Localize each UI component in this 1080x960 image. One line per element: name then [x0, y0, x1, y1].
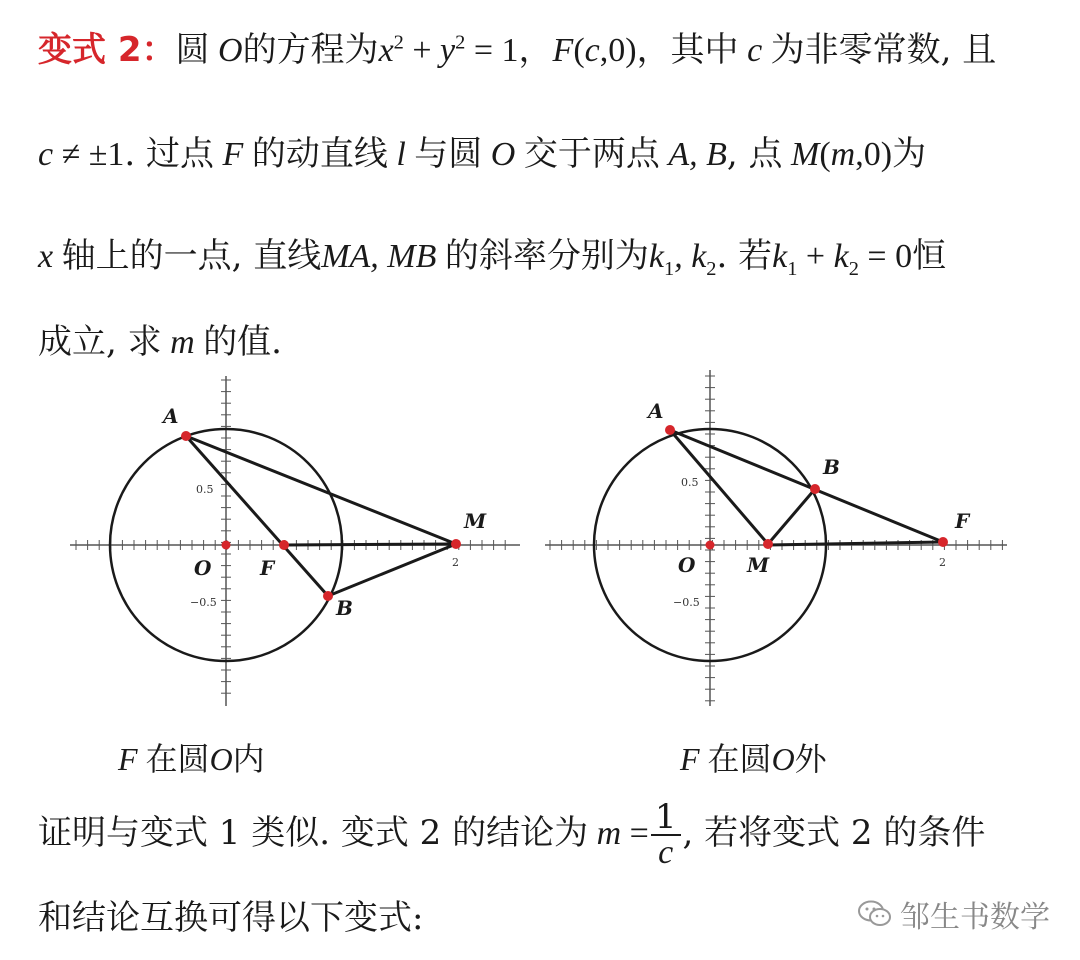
math: O — [209, 32, 243, 69]
tick-label-half: 0.5 — [196, 483, 214, 496]
problem-line-4 — [38, 314, 282, 363]
problem-line-2 — [38, 126, 926, 175]
conclusion-line-2 — [38, 890, 423, 939]
math: F(c,0) — [552, 32, 637, 69]
text: 与圆 — [414, 134, 483, 174]
point-m — [451, 539, 461, 549]
math: m — [161, 324, 204, 361]
text: 为 — [892, 134, 927, 174]
math: F — [680, 741, 708, 777]
wechat-icon — [858, 900, 892, 928]
math: A, B — [659, 136, 727, 173]
point-a — [181, 431, 191, 441]
math: MA, MB — [321, 238, 445, 275]
segment-af — [670, 430, 943, 542]
math: O — [482, 136, 524, 173]
fraction-1-over-c — [651, 797, 681, 871]
text: ， — [518, 30, 553, 70]
label-m: M — [747, 553, 770, 577]
watermark — [858, 892, 1050, 936]
point-f — [938, 537, 948, 547]
point-f — [279, 540, 289, 550]
text: 的动直线 — [251, 134, 388, 174]
text: 交于两点 — [523, 134, 660, 174]
text: 在圆 — [707, 740, 772, 778]
tick-label-two: 2 — [939, 556, 946, 569]
watermark-text: 邹生书数学 — [900, 900, 1050, 935]
problem-line-3 — [38, 228, 946, 281]
problem-line-1 — [38, 22, 996, 71]
problem-tag: 变式 2： — [38, 30, 176, 70]
label-b: B — [336, 596, 353, 620]
math: M(m,0) — [782, 136, 893, 173]
segment-bm — [328, 544, 456, 596]
text: 的斜率分别为 — [444, 236, 649, 276]
fraction-numerator: 1 — [651, 800, 681, 836]
math: l — [387, 136, 415, 173]
text: . 若 — [716, 236, 773, 276]
text: 内 — [232, 740, 265, 778]
text: 证明与变式 1 类似. 变式 2 的结论为 — [38, 813, 589, 853]
text: 为非零常数, 且 — [770, 30, 997, 70]
text: 外 — [794, 740, 827, 778]
math: $k_1$, $k_2$ — [648, 238, 717, 280]
point-m — [763, 539, 773, 549]
point-o — [706, 541, 715, 550]
tick-label-half: 0.5 — [681, 476, 699, 489]
text: 的值. — [203, 322, 282, 362]
math: F — [118, 741, 146, 777]
label-f: F — [955, 509, 970, 533]
text: , 若将变式 2 的条件 — [682, 813, 986, 853]
point-o — [222, 541, 231, 550]
caption-right — [680, 734, 827, 780]
label-o: O — [194, 556, 212, 580]
text: 圆 — [175, 30, 210, 70]
label-f: F — [260, 556, 275, 580]
math: F — [214, 136, 252, 173]
tick-label-neg-half: −0.5 — [190, 596, 217, 609]
math: c ≠ ±1 — [38, 136, 125, 173]
text: 轴上的一点, 直线 — [61, 236, 322, 276]
math: c — [738, 32, 771, 69]
point-a — [665, 425, 675, 435]
text: . 过点 — [124, 134, 215, 174]
point-b — [323, 591, 333, 601]
figure-left — [60, 368, 530, 713]
label-a: A — [163, 404, 179, 428]
text: ，其中 — [636, 30, 739, 70]
math-equation: $x^2 + y^2 = 1$ — [378, 31, 519, 69]
text: 和结论互换可得以下变式: — [38, 898, 424, 938]
text: , 点 — [726, 134, 783, 174]
segment-mb — [768, 489, 815, 544]
label-m: M — [464, 509, 487, 533]
tick-label-two: 2 — [452, 556, 459, 569]
text: 在圆 — [145, 740, 210, 778]
point-b — [810, 484, 820, 494]
conclusion-line-1 — [38, 797, 986, 871]
caption-left — [118, 734, 265, 780]
label-a: A — [648, 399, 664, 423]
math: x — [38, 238, 62, 275]
text: 恒 — [912, 236, 947, 276]
label-b: B — [823, 455, 840, 479]
text: 的方程为 — [242, 30, 379, 70]
label-o: O — [678, 553, 696, 577]
segment-fm — [284, 544, 456, 545]
tick-label-neg-half: −0.5 — [673, 596, 700, 609]
math: m = — [588, 815, 649, 852]
figure-right — [545, 368, 1015, 713]
math: O — [771, 741, 795, 777]
math: O — [209, 741, 233, 777]
text: 成立, 求 — [38, 322, 162, 362]
math: $k_1 + k_2 = 0$ — [772, 238, 913, 280]
fraction-denominator: c — [658, 834, 674, 871]
